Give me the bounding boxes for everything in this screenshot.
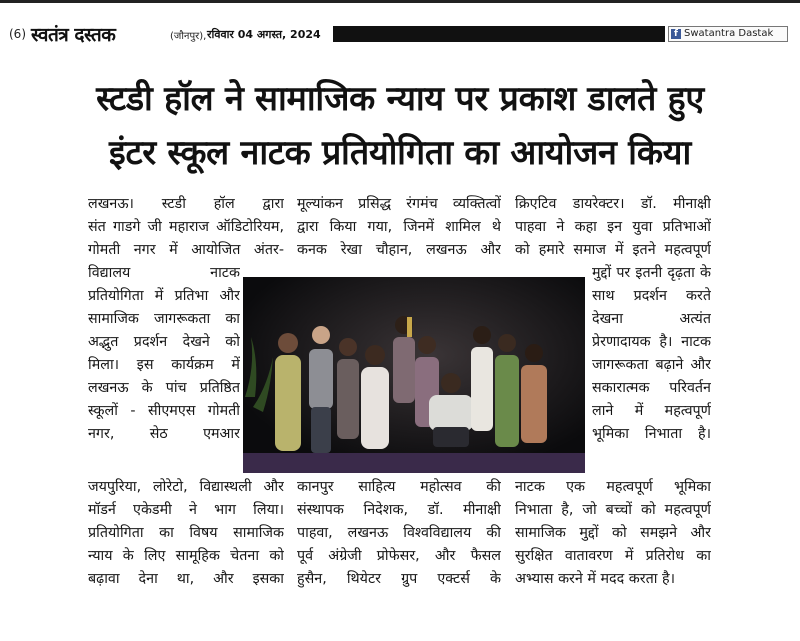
body-line: प्रेरणादायक है। नाटक (592, 334, 711, 350)
newspaper-header (0, 22, 800, 46)
stage-floor (243, 453, 585, 473)
body-line: लखनऊ। स्टडी हॉल द्वारा (88, 196, 284, 212)
article-headline (0, 72, 800, 180)
body-line: संस्थापक निदेशक, डॉ. मीनाक्षी (297, 502, 501, 518)
body-line: मिला। इस कार्यक्रम में (88, 357, 240, 373)
top-rule (0, 0, 800, 3)
headline-line: स्टडी हॉल ने सामाजिक न्याय पर प्रकाश डालते हुए (96, 79, 704, 119)
body-line: पाहवा, लखनऊ विश्वविद्यालय की (297, 525, 501, 541)
article-photo (243, 277, 585, 473)
headline-line: इंटर स्कूल नाटक प्रतियोगिता का आयोजन किया (109, 133, 691, 173)
body-line: देखना अत्यंत (592, 311, 711, 327)
body-line: सामाजिक जागरूकता का (88, 311, 240, 327)
header-bar (333, 26, 665, 42)
body-line: को हमारे समाज में इतने महत्वपूर्ण (515, 242, 711, 258)
body-line: मॉडर्न एकेडमी ने भाग लिया। (88, 502, 284, 518)
stage-photo-illustration (243, 277, 585, 473)
body-line: संत गाडगे जी महाराज ऑडिटोरियम, (88, 219, 284, 235)
body-line: प्रतियोगिता का विषय सामाजिक (88, 525, 284, 541)
body-line: हुसैन, थियेटर ग्रुप एक्टर्स के (297, 571, 501, 587)
body-line: गोमती नगर में आयोजित अंतर- (88, 242, 284, 258)
body-line: नगर, सेठ एमआर (88, 426, 240, 442)
body-line: मुद्दों पर इतनी दृढ़ता के (592, 265, 711, 281)
social-link[interactable] (668, 26, 788, 42)
facebook-icon: f (671, 29, 681, 39)
body-line: अभ्यास करने में मदद करता है। (515, 571, 675, 587)
body-line: स्कूलों - सीएमएस गोमती (88, 403, 240, 419)
body-line: नाटक एक महत्वपूर्ण भूमिका (515, 479, 711, 495)
body-line: विद्यालय नाटक (88, 265, 240, 281)
body-line: कानपुर साहित्य महोत्सव की (297, 479, 501, 495)
body-line: जागरूकता बढ़ाने और (592, 357, 711, 373)
body-line: सुरक्षित वातावरण में प्रतिरोध का (515, 548, 711, 564)
paper-name: स्वतंत्र दस्तक (31, 24, 116, 46)
edition-city: (जौनपुर), (170, 31, 207, 42)
body-line: सकारात्मक परिवर्तन (592, 380, 711, 396)
social-handle: Swatantra Dastak (684, 28, 774, 39)
body-line: लाने में महत्वपूर्ण (592, 403, 711, 419)
body-line: जयपुरिया, लोरेटो, विद्यास्थली और (88, 479, 284, 495)
body-line: न्याय के लिए सामूहिक चेतना को (88, 548, 284, 564)
edition-date: रविवार 04 अगस्त, 2024 (207, 28, 321, 41)
body-line: लखनऊ के पांच प्रतिष्ठित (88, 380, 240, 396)
body-line: पाहवा ने कहा इन युवा प्रतिभाओं (515, 219, 711, 235)
body-line: मूल्यांकन प्रसिद्ध रंगमंच व्यक्तित्वों (297, 196, 501, 212)
body-line: क्रिएटिव डायरेक्टर। डॉ. मीनाक्षी (515, 196, 711, 212)
body-line: भूमिका निभाता है। (592, 426, 711, 442)
body-line: साथ प्रदर्शन करते (592, 288, 711, 304)
body-line: अद्भुत प्रदर्शन देखने को (88, 334, 240, 350)
body-line: प्रतियोगिता में प्रतिभा और (88, 288, 240, 304)
body-line: पूर्व अंग्रेजी प्रोफेसर, और फैसल (297, 548, 501, 564)
body-line: द्वारा किया गया, जिनमें शामिल थे (297, 219, 501, 235)
body-line: बढ़ावा देना था, और इसका (88, 571, 284, 587)
page-number: (6) (9, 27, 26, 41)
body-line: कनक रेखा चौहान, लखनऊ और (297, 242, 501, 258)
body-line: सामाजिक मुद्दों को समझने और (515, 525, 711, 541)
body-line: निभाता है, जो बच्चों को महत्वपूर्ण (515, 502, 711, 518)
